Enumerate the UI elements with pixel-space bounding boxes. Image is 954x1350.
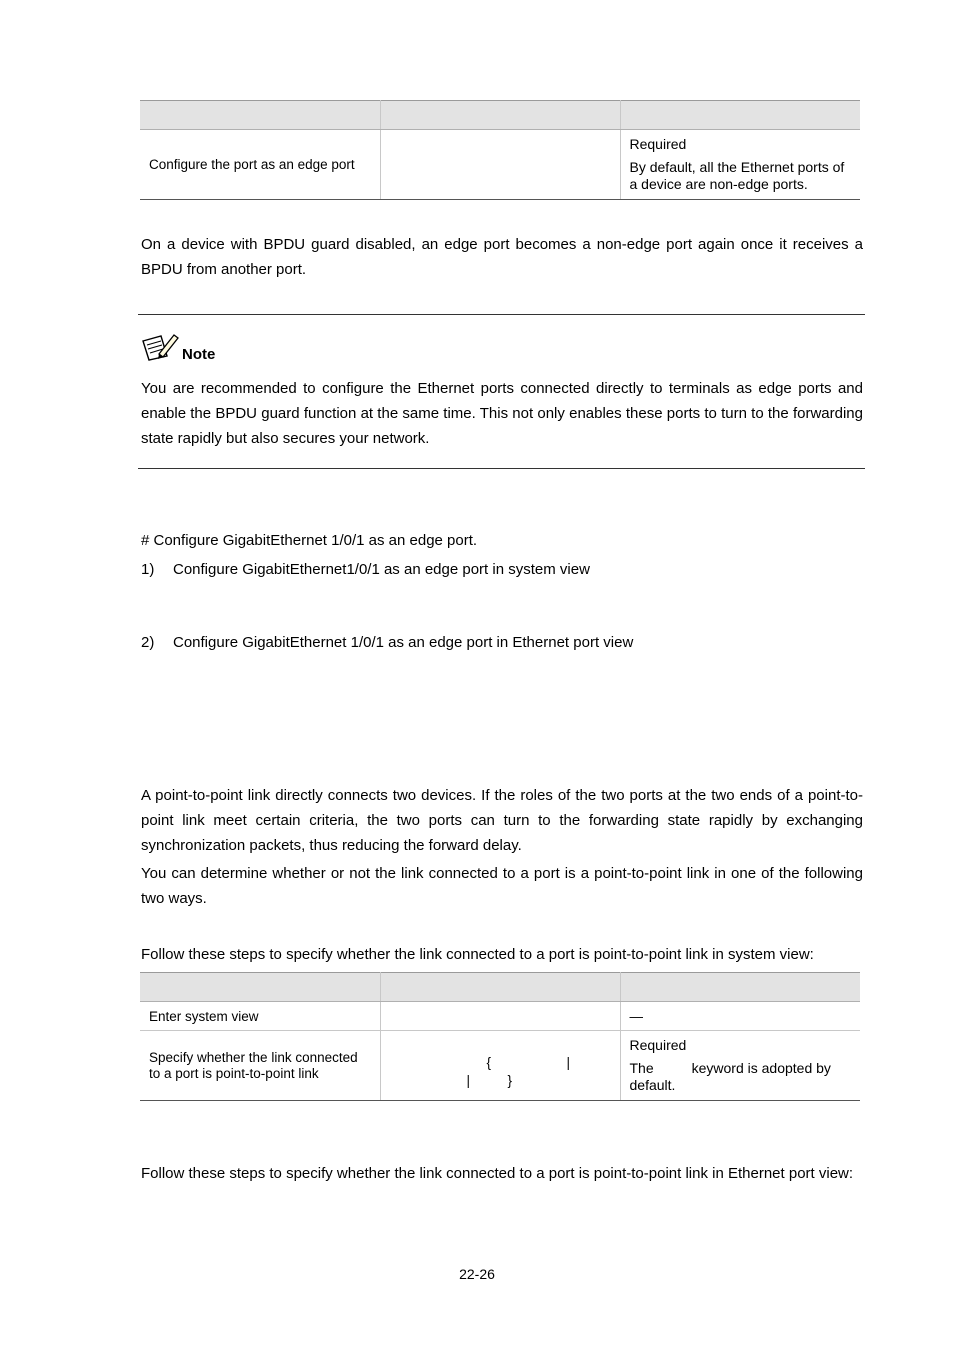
note-title: Note	[182, 346, 216, 363]
header-cell	[380, 973, 620, 1002]
header-cell	[620, 101, 860, 130]
list-item	[141, 634, 633, 651]
remarks-cell: —	[620, 1002, 860, 1031]
list-text: Configure GigabitEthernet1/0/1 as an edge port in system view	[173, 561, 590, 578]
pipe-separator: |	[466, 1073, 471, 1088]
list-number: 1)	[141, 561, 155, 578]
remarks-keyword-line	[630, 1060, 852, 1077]
table-row	[140, 1002, 860, 1031]
pipe-separator: |	[566, 1055, 571, 1070]
page-number: 22-26	[459, 1266, 495, 1282]
remarks-keyword: keyword is adopted by	[691, 1060, 831, 1076]
remarks-cell	[620, 130, 860, 200]
note-icon	[141, 332, 179, 362]
example-intro: # Configure GigabitEthernet 1/0/1 as an edge port.	[141, 532, 478, 549]
remarks-default: By default, all the Ethernet ports of a device are non-edge ports.	[629, 159, 845, 192]
remarks-cell	[620, 1031, 860, 1101]
bpdu-disabled-paragraph: On a device with BPDU guard disabled, an edge port becomes a non-edge port again once it receives a BPDU from another port.	[141, 236, 863, 278]
note-bottom-rule	[138, 468, 865, 469]
remarks-default: default.	[629, 1077, 676, 1093]
note-text: You are recommended to configure the Ethernet ports connected directly to terminals as edge ports and enable the BPDU guard function at the same time. This not only enables these ports to turn to the forwarding state rapidly but also secures your network.	[141, 380, 863, 447]
operation-text: Specify whether the link connected to a port is point-to-point link	[149, 1049, 358, 1081]
command-cell	[380, 1002, 620, 1031]
table-header-row	[140, 973, 860, 1002]
list-text: Configure GigabitEthernet 1/0/1 as an edge port in Ethernet port view	[173, 634, 634, 651]
p2p-ways-paragraph: You can determine whether or not the link connected to a port is a point-to-point link in one of the following two ways.	[141, 865, 863, 907]
operation-cell: Configure the port as an edge port	[140, 130, 380, 200]
remarks-required: Required	[629, 136, 687, 152]
port-view-paragraph: Follow these steps to specify whether the link connected to a port is point-to-point link in Ethernet port view:	[141, 1165, 854, 1182]
table-row	[140, 1031, 860, 1101]
header-cell	[620, 973, 860, 1002]
system-view-paragraph: Follow these steps to specify whether the link connected to a port is point-to-point link in system view:	[141, 946, 814, 963]
brace-close: }	[507, 1073, 513, 1088]
list-number: 2)	[141, 634, 155, 651]
list-item	[141, 561, 590, 578]
note-pencil-icon	[141, 332, 179, 362]
table-header-row	[140, 101, 860, 130]
edge-port-config-table	[140, 100, 860, 200]
header-cell	[140, 101, 380, 130]
header-cell	[140, 973, 380, 1002]
table-row	[140, 130, 860, 200]
operation-cell: Enter system view	[140, 1002, 380, 1031]
header-cell	[380, 101, 620, 130]
operation-cell	[140, 1031, 380, 1101]
remarks-required: Required	[629, 1037, 687, 1053]
p2p-paragraph: A point-to-point link directly connects two devices. If the roles of the two ports at the two ends of a point-to-point link meet certain criteria, the two ports can turn to the forwarding state rapidly by exchanging synchronization packets, thus reducing the forward delay.	[141, 787, 863, 854]
brace-open: {	[486, 1055, 492, 1070]
remarks-the: The	[629, 1060, 654, 1076]
point-to-point-system-view-table	[140, 972, 860, 1101]
command-cell	[380, 130, 620, 200]
command-cell	[380, 1031, 620, 1101]
note-top-rule	[138, 314, 865, 315]
